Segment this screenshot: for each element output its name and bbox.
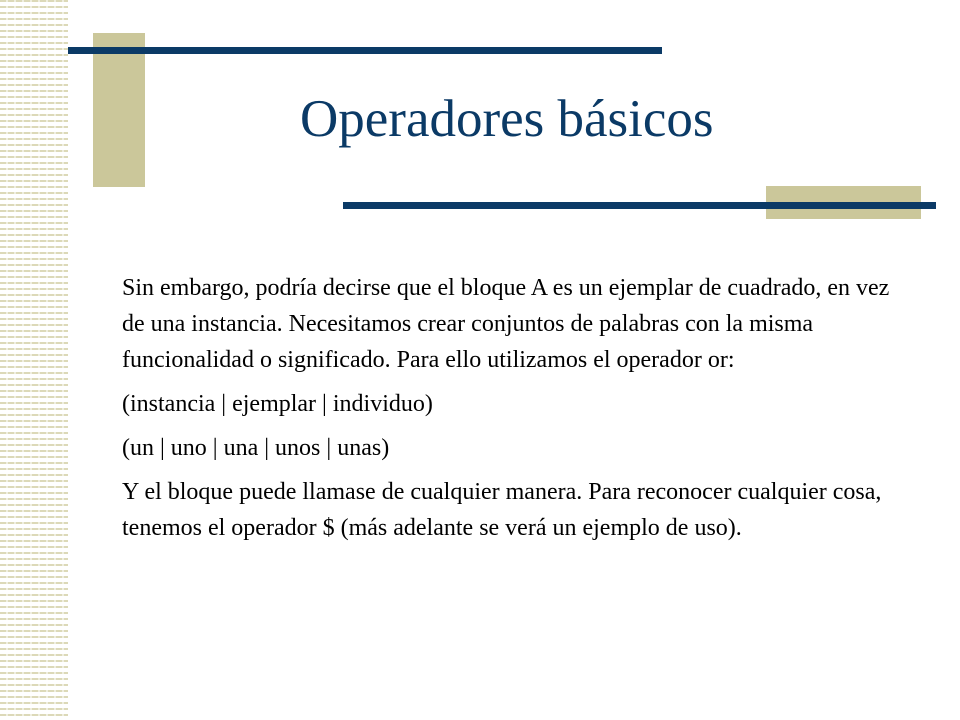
paragraph-intro: Sin embargo, podría decirse que el bloque A es un ejemplar de cuadrado, en vez de una instancia. Necesitamos crear conjuntos de palabras con la misma funcionalidad o significado. Para ello utilizamos el operador or: [122,275,890,373]
decorative-left-stripe [0,0,68,720]
paragraph-conclusion: Y el bloque puede llamase de cualquier manera. Para reconocer cualquier cosa, tenemos el operador $ (más adelante se verá un ejemplo de uso). [122,479,882,541]
decorative-navy-bar-top [68,47,662,54]
paragraph-example-instancia: (instancia | ejemplar | individuo) [122,391,433,417]
slide-body [122,270,902,554]
slide-title: Operadores básicos [300,90,714,148]
decorative-navy-bar-right [343,202,936,209]
decorative-olive-block-top [93,33,145,187]
paragraph-example-articles: (un | uno | una | unos | unas) [122,435,390,461]
